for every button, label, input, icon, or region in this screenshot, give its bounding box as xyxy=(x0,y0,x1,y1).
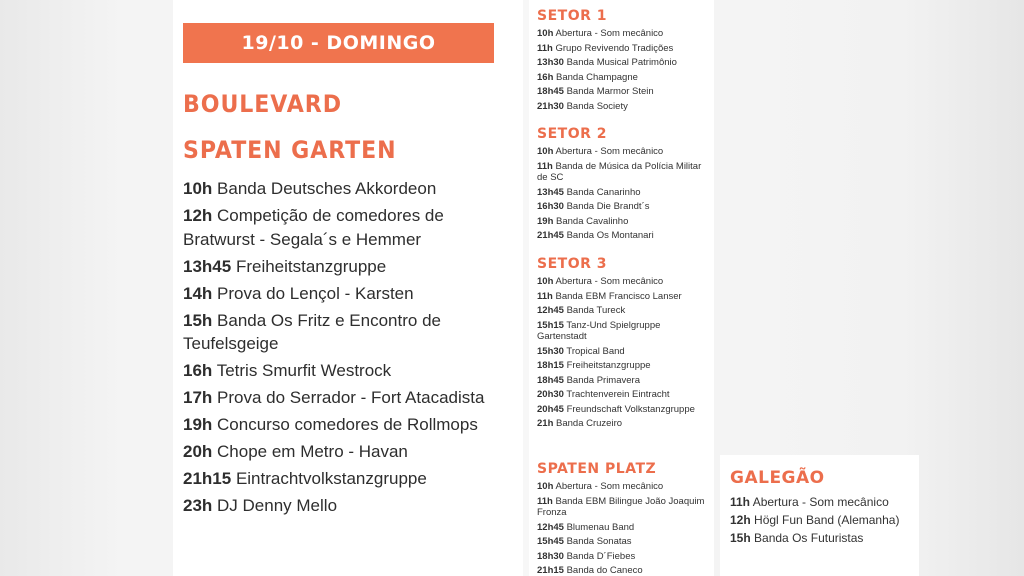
list-item xyxy=(537,481,709,493)
event-time: 16h xyxy=(183,361,213,380)
event-time: 13h45 xyxy=(183,256,232,276)
section-title-setor-3: SETOR 3 xyxy=(537,256,607,272)
event-text: Banda Tureck xyxy=(566,305,626,316)
setor-1-list xyxy=(537,28,709,115)
event-time: 19h xyxy=(537,215,554,227)
list-item xyxy=(183,467,519,491)
event-time: 12h45 xyxy=(537,521,564,533)
list-item xyxy=(537,72,709,84)
list-item xyxy=(537,565,709,576)
event-text: Abertura - Som mecânico xyxy=(555,481,664,492)
list-item xyxy=(537,418,709,430)
event-text: Banda Primavera xyxy=(566,374,640,386)
setor-3-list xyxy=(537,276,709,433)
galegao-panel xyxy=(720,455,919,576)
event-text: Abertura - Som mecânico xyxy=(555,146,664,157)
list-item xyxy=(537,551,709,563)
section-title-setor-2: SETOR 2 xyxy=(537,126,607,142)
main-schedule-panel xyxy=(173,0,523,576)
list-item xyxy=(537,291,709,303)
galegao-list xyxy=(730,495,916,549)
event-time: 10h xyxy=(537,28,554,39)
event-text: Banda Deutsches Akkordeon xyxy=(217,179,437,198)
event-text: Banda Cavalinho xyxy=(556,215,629,227)
event-time: 10h xyxy=(537,481,554,492)
list-item xyxy=(537,404,709,416)
list-item xyxy=(183,413,519,437)
event-time: 15h30 xyxy=(537,345,564,357)
event-text: Abertura - Som mecânico xyxy=(555,276,664,287)
list-item xyxy=(183,204,519,251)
main-schedule-list xyxy=(183,177,519,521)
list-item xyxy=(183,255,519,279)
event-text: Banda do Caneco xyxy=(566,565,643,576)
list-item xyxy=(537,346,709,358)
event-text: Banda EBM Bilingue João Joaquim Fronza xyxy=(537,495,705,518)
event-time: 20h xyxy=(183,442,213,461)
event-text: Blumenau Band xyxy=(566,521,635,533)
venue-title-line2: SPATEN GARTEN xyxy=(183,136,397,164)
event-time: 21h45 xyxy=(537,230,564,241)
event-time: 18h30 xyxy=(537,550,564,562)
event-text: Grupo Revivendo Tradições xyxy=(555,42,674,54)
event-time: 21h15 xyxy=(537,565,564,576)
list-item xyxy=(183,494,519,518)
list-item xyxy=(183,309,519,356)
list-item xyxy=(183,386,519,410)
event-time: 11h xyxy=(730,495,751,509)
list-item xyxy=(537,389,709,401)
date-banner: 19/10 - DOMINGO xyxy=(183,23,494,63)
event-time: 16h xyxy=(537,71,554,83)
list-item xyxy=(537,216,709,228)
event-text: Banda EBM Francisco Lanser xyxy=(555,290,682,302)
event-time: 23h xyxy=(183,496,213,515)
list-item xyxy=(537,522,709,534)
event-text: Freiheitstanzgruppe xyxy=(235,256,387,276)
section-title-spaten-platz: SPATEN PLATZ xyxy=(537,461,657,477)
event-time: 15h45 xyxy=(537,536,564,547)
event-text: Freundschaft Volkstanzgruppe xyxy=(566,403,695,415)
list-item xyxy=(537,187,709,199)
list-item xyxy=(537,305,709,317)
list-item xyxy=(537,496,709,519)
event-text: Prova do Serrador - Fort Atacadista xyxy=(217,388,485,407)
section-title-galegao: GALEGÃO xyxy=(730,468,825,488)
event-text: Banda Society xyxy=(566,100,628,112)
list-item xyxy=(183,282,519,306)
event-time: 21h30 xyxy=(537,100,564,112)
setor-2-list xyxy=(537,146,709,245)
list-item xyxy=(537,57,709,69)
list-item xyxy=(537,536,709,548)
list-item xyxy=(537,375,709,387)
event-time: 18h45 xyxy=(537,374,564,386)
event-text: Tanz-Und Spielgruppe Gartenstadt xyxy=(537,319,661,342)
event-time: 18h15 xyxy=(537,360,564,371)
list-item xyxy=(183,177,519,201)
list-item xyxy=(537,201,709,213)
event-time: 15h15 xyxy=(537,319,564,331)
event-time: 20h30 xyxy=(537,389,564,400)
list-item xyxy=(183,359,519,383)
event-text: Chope em Metro - Havan xyxy=(217,442,408,461)
event-text: Banda Canarinho xyxy=(566,186,641,198)
event-time: 10h xyxy=(537,276,554,287)
list-item xyxy=(537,146,709,158)
list-item xyxy=(730,495,916,510)
event-text: Banda Sonatas xyxy=(566,536,632,547)
list-item xyxy=(537,276,709,288)
event-time: 12h45 xyxy=(537,305,564,316)
section-title-setor-1: SETOR 1 xyxy=(537,8,607,24)
event-time: 11h xyxy=(537,42,553,54)
event-text: Abertura - Som mecânico xyxy=(555,28,664,39)
event-time: 11h xyxy=(537,160,553,172)
list-item xyxy=(537,161,709,184)
event-time: 11h xyxy=(537,290,553,302)
event-text: Banda Marmor Stein xyxy=(566,86,654,97)
event-text: Competição de comedores de Bratwurst - Segala´s e Hemmer xyxy=(183,206,444,249)
event-text: Banda Cruzeiro xyxy=(556,418,623,429)
event-text: Banda Os Futuristas xyxy=(754,531,864,545)
event-time: 15h xyxy=(730,531,751,545)
event-text: Freiheitstanzgruppe xyxy=(566,360,651,371)
event-text: Eintrachtvolkstanzgruppe xyxy=(235,469,427,488)
event-time: 10h xyxy=(537,146,554,157)
event-time: 21h15 xyxy=(183,469,232,488)
event-text: Banda Os Fritz e Encontro de Teufelsgeige xyxy=(183,310,441,353)
event-time: 18h45 xyxy=(537,86,564,97)
event-text: Banda D´Fiebes xyxy=(566,550,636,562)
list-item xyxy=(730,513,916,528)
event-time: 16h30 xyxy=(537,201,564,212)
event-text: Banda de Música da Polícia Militar de SC xyxy=(537,160,702,183)
event-time: 10h xyxy=(183,179,213,198)
event-text: Banda Os Montanari xyxy=(566,230,654,241)
list-item xyxy=(730,531,916,546)
event-text: Banda Die Brandt´s xyxy=(566,201,650,212)
list-item xyxy=(183,440,519,464)
list-item xyxy=(537,28,709,40)
event-text: Banda Musical Patrimônio xyxy=(566,57,677,68)
event-time: 15h xyxy=(183,310,213,330)
event-text: Abertura - Som mecânico xyxy=(752,495,889,509)
list-item xyxy=(537,86,709,98)
event-text: Trachtenverein Eintracht xyxy=(566,389,670,400)
event-time: 13h45 xyxy=(537,186,564,198)
list-item xyxy=(537,101,709,113)
event-time: 12h xyxy=(730,513,751,527)
event-text: Tetris Smurfit Westrock xyxy=(216,361,392,380)
event-text: Tropical Band xyxy=(566,345,625,357)
event-time: 17h xyxy=(183,388,213,407)
event-text: Banda Champagne xyxy=(556,71,638,83)
list-item xyxy=(537,360,709,372)
event-time: 21h xyxy=(537,418,554,429)
event-time: 12h xyxy=(183,206,213,225)
event-text: Högl Fun Band (Alemanha) xyxy=(754,513,900,527)
list-item xyxy=(537,43,709,55)
event-time: 14h xyxy=(183,283,213,303)
event-text: Prova do Lençol - Karsten xyxy=(217,283,414,303)
event-text: DJ Denny Mello xyxy=(217,496,338,515)
spaten-platz-list xyxy=(537,481,709,576)
event-time: 20h45 xyxy=(537,403,564,415)
event-text: Concurso comedores de Rollmops xyxy=(217,415,478,434)
sectors-panel xyxy=(529,0,714,576)
event-time: 13h30 xyxy=(537,57,564,68)
list-item xyxy=(537,320,709,343)
event-time: 11h xyxy=(537,495,553,507)
event-time: 19h xyxy=(183,415,213,434)
list-item xyxy=(537,230,709,242)
venue-title-line1: BOULEVARD xyxy=(183,90,342,118)
